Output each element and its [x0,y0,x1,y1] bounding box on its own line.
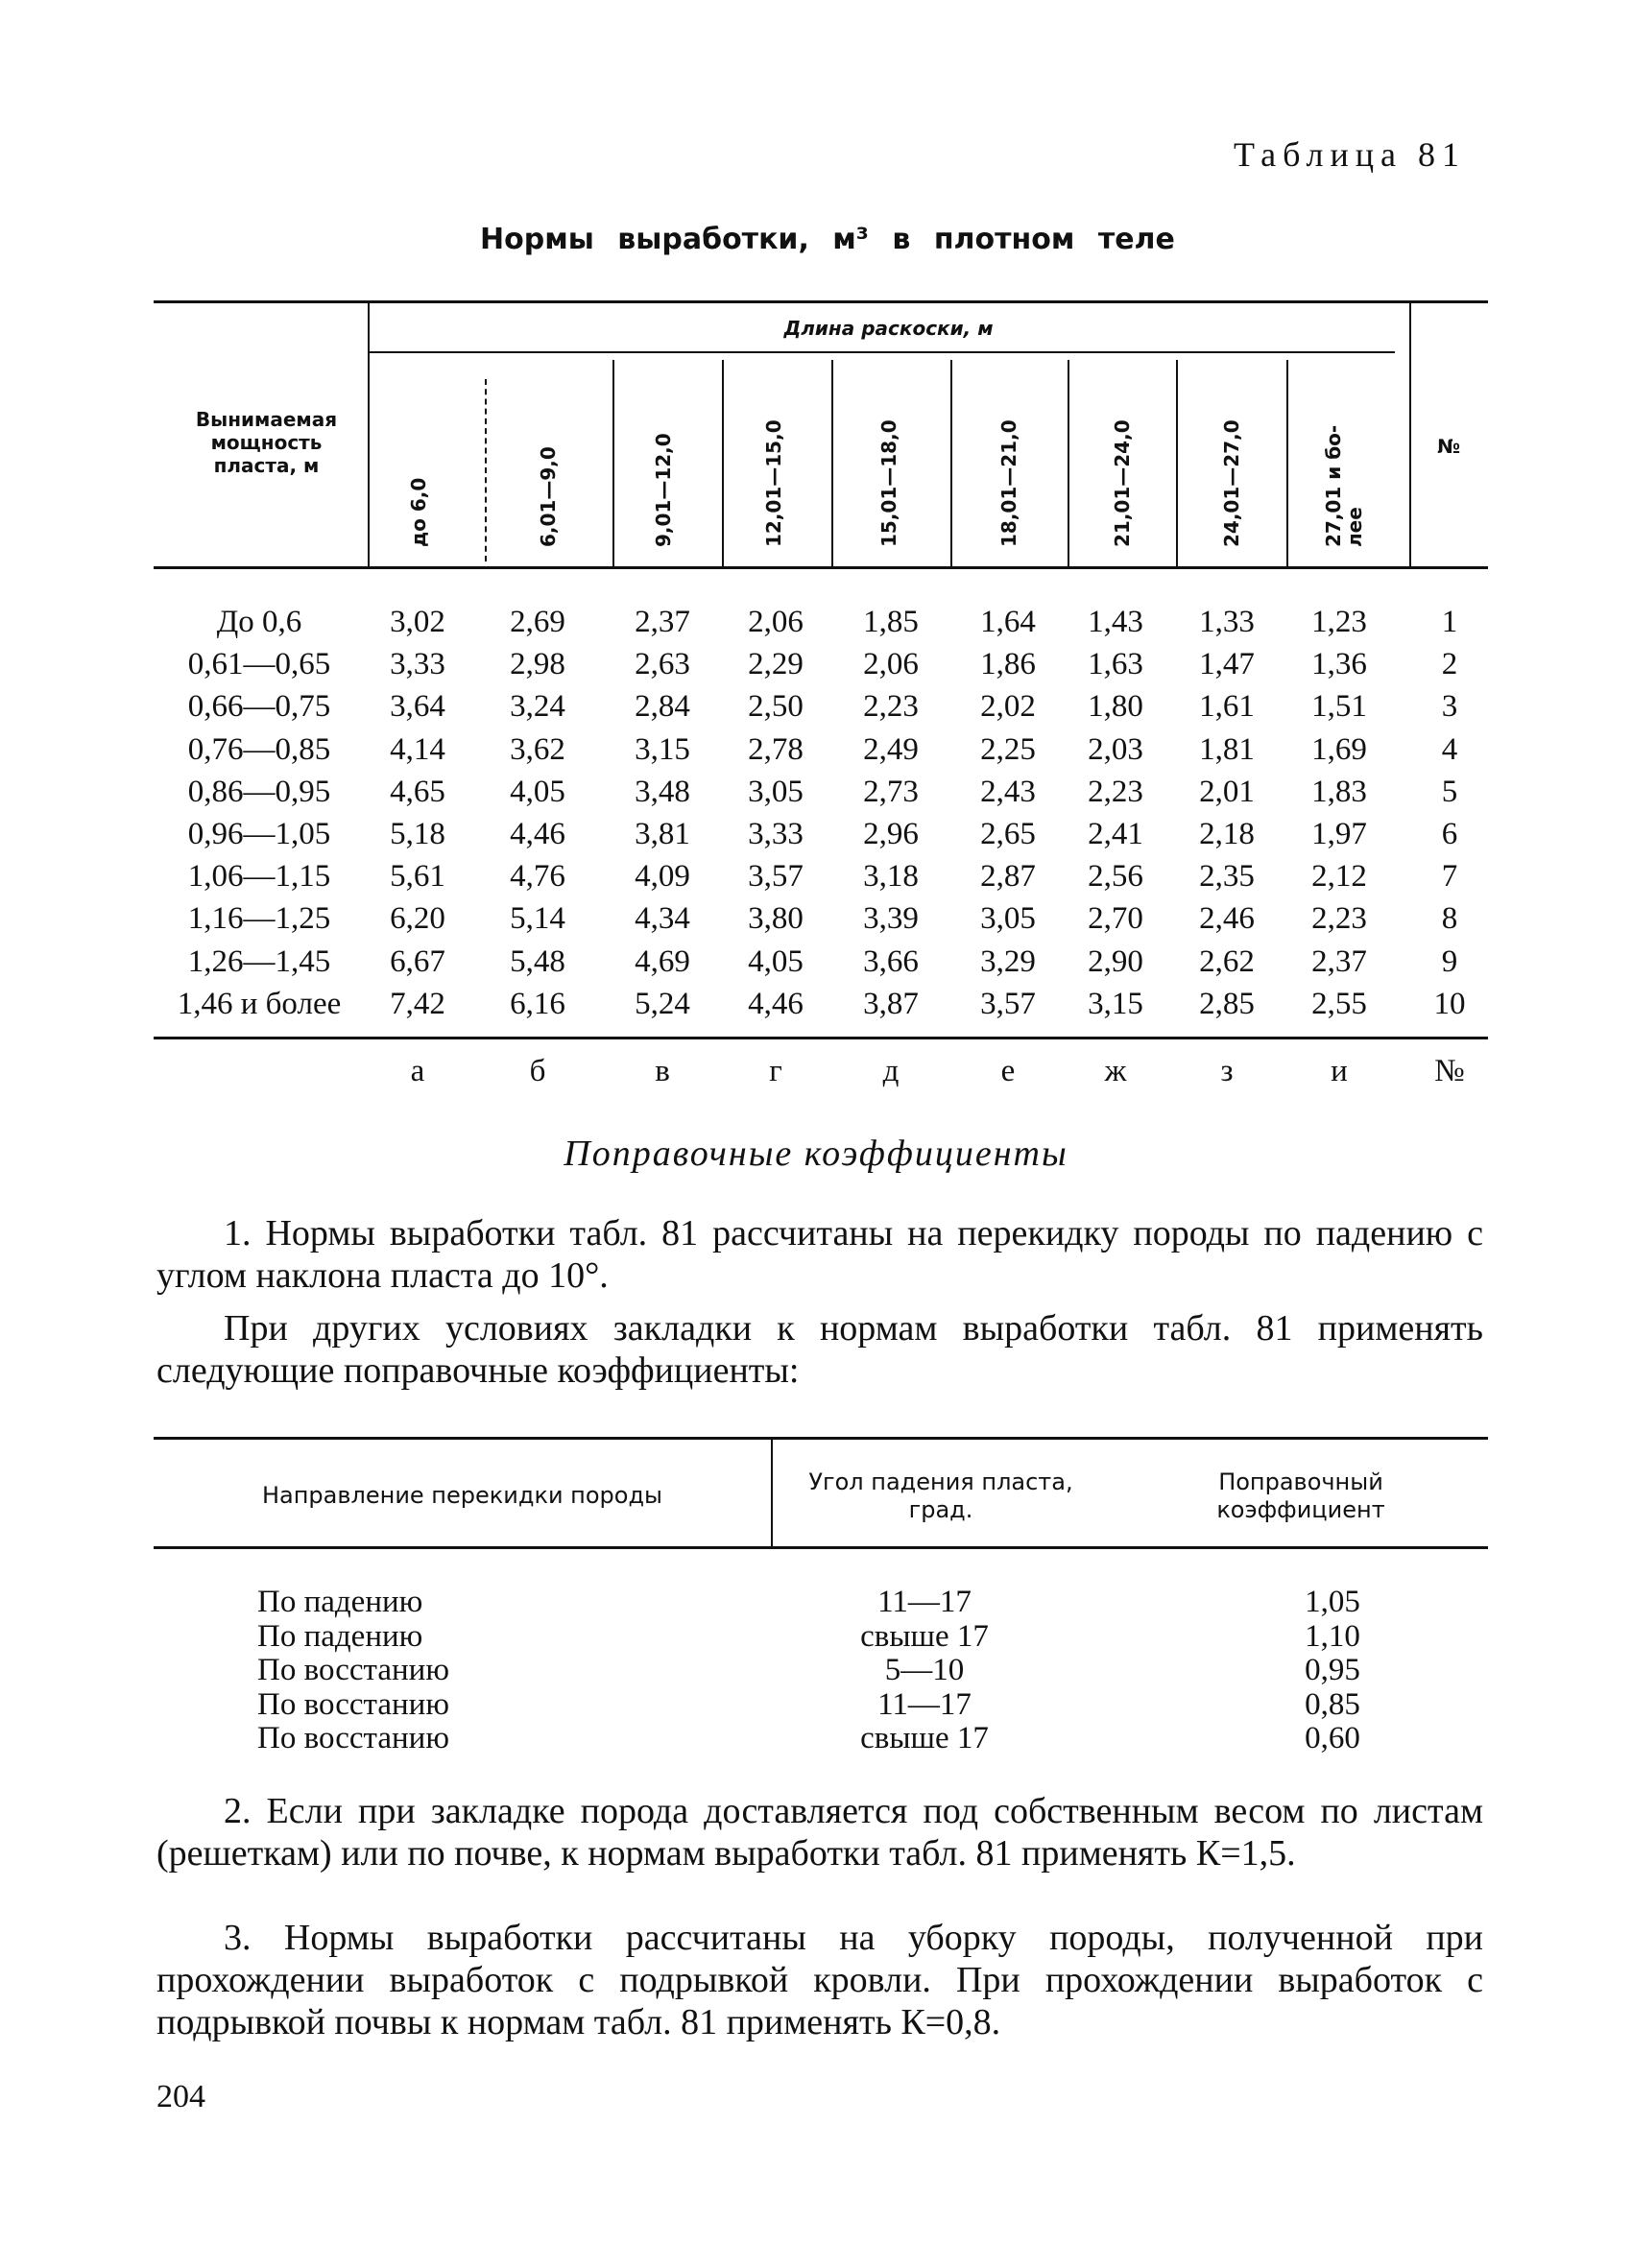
row-number: 2 [1441,647,1458,682]
value-cell: 2,25 [980,731,1036,767]
direction-cell: По восстанию [257,1653,449,1687]
value-cell: 4,09 [635,859,690,895]
value-cell: 2,23 [1088,774,1143,809]
value-cell: 7,42 [390,986,445,1021]
value-cell: 1,36 [1311,647,1367,682]
table-row [154,771,1488,813]
value-cell: 1,63 [1088,647,1143,682]
value-cell: 2,01 [1199,774,1255,809]
column-header: 15,01—18,0 [877,419,900,547]
section-title: Поправочные коэффициенты [564,1134,1068,1174]
value-cell: 1,51 [1311,689,1367,725]
value-cell: 1,80 [1088,689,1143,725]
value-cell: 4,65 [390,774,445,809]
row-label: 0,66—0,75 [187,689,331,725]
header-divider [485,379,487,561]
header-divider [612,360,614,567]
column-header: до 6,0 [407,477,430,547]
value-cell: 2,35 [1199,859,1255,895]
value-cell: 4,14 [390,731,445,767]
value-cell: 2,23 [863,689,919,725]
coef-row [154,1654,1488,1687]
row-label: 1,16—1,25 [187,901,331,937]
column-header: 6,01—9,0 [537,446,560,547]
value-cell: 1,86 [980,647,1036,682]
value-cell: 1,81 [1199,731,1255,767]
row-label: 1,26—1,45 [187,943,331,979]
coef-row [154,1620,1488,1654]
value-cell: 2,37 [1311,943,1367,979]
coefficient-cell: 0,95 [1305,1653,1360,1687]
value-cell: 4,69 [635,943,690,979]
angle-cell: свыше 17 [860,1618,989,1654]
value-cell: 6,67 [390,943,445,979]
row-number: 7 [1441,859,1458,895]
value-cell: 3,29 [980,943,1036,979]
table-row [154,685,1488,728]
value-cell: 4,46 [510,817,565,851]
value-cell: 2,98 [510,647,565,682]
value-cell: 5,14 [510,901,565,937]
column-letter: б [529,1054,546,1088]
row-label: До 0,6 [216,605,302,639]
value-cell: 2,96 [863,817,919,851]
coefficient-cell: 0,60 [1305,1721,1360,1755]
table-top-rule [154,300,1488,303]
value-cell: 5,48 [510,943,565,979]
value-cell: 3,02 [390,605,445,639]
value-cell: 1,33 [1199,605,1255,639]
angle-cell: свыше 17 [860,1721,989,1755]
value-cell: 2,29 [748,647,804,682]
paragraph-4: 3. Нормы выработки рассчитаны на уборку породы, полученной при прохождении выработок с подрывкой кровли. При прохождении выработок с подрывкой почвы к нормам табл. 81 применять К=0,8. [156,1918,1483,2042]
column-letter: д [882,1054,900,1088]
column-letters-row [154,1050,1488,1092]
table-row [154,728,1488,771]
value-cell: 2,41 [1088,817,1143,851]
value-cell: 2,84 [635,689,690,725]
value-cell: 3,81 [635,817,690,851]
row-number: 8 [1441,901,1458,937]
coefficient-cell: 0,85 [1305,1686,1360,1722]
value-cell: 5,18 [390,817,445,851]
column-header: 18,01—21,0 [997,419,1020,547]
group-header: Длина раскоски, м [783,317,994,340]
header-divider [368,302,370,567]
value-cell: 6,20 [390,901,445,937]
row-label: 0,76—0,85 [187,731,331,767]
value-cell: 1,97 [1311,817,1367,851]
paragraph-3: 2. Если при закладке порода доставляется под собственным весом по листам (решеткам) или по почве, к нормам выработки табл. 81 применять К=1,5. [156,1791,1483,1874]
row-number: 5 [1441,774,1458,809]
header-divider [950,360,952,567]
row-number: 6 [1441,817,1458,851]
value-cell: 1,47 [1199,647,1255,682]
value-cell: 2,23 [1311,901,1367,937]
table-row [154,855,1488,897]
value-cell: 1,43 [1088,605,1143,639]
value-cell: 2,69 [510,605,565,639]
value-cell: 1,61 [1199,689,1255,725]
value-cell: 2,62 [1199,943,1255,979]
coef-header: Направление перекидки породы [261,1482,663,1509]
row-number: 10 [1433,986,1466,1021]
angle-cell: 5—10 [884,1653,965,1687]
value-cell: 3,05 [748,774,804,809]
column-letter: г [769,1054,782,1088]
value-cell: 1,23 [1311,605,1367,639]
value-cell: 3,62 [510,731,565,767]
value-cell: 2,78 [748,731,804,767]
coef-top-rule [154,1437,1488,1440]
value-cell: 2,02 [980,689,1036,725]
column-letter: а [410,1054,425,1088]
letters-number-label: № [1434,1054,1465,1088]
value-cell: 1,64 [980,605,1036,639]
value-cell: 1,83 [1311,774,1367,809]
value-cell: 5,24 [635,986,690,1021]
value-cell: 2,49 [863,731,919,767]
value-cell: 2,55 [1311,986,1367,1021]
value-cell: 4,46 [748,986,804,1021]
angle-cell: 11—17 [877,1585,972,1619]
coef-header: Поправочный коэффициент [1216,1468,1385,1523]
paragraph-2: При других условиях закладки к нормам выработки табл. 81 применять следующие поправочные коэффициенты: [156,1308,1483,1391]
header-divider [831,360,833,567]
value-cell: 1,69 [1311,731,1367,767]
table-row [154,941,1488,983]
number-header: № [1436,435,1461,458]
header-divider [1068,360,1069,567]
value-cell: 2,85 [1199,986,1255,1021]
row-label: 0,61—0,65 [187,647,331,682]
value-cell: 3,57 [748,859,804,895]
table-row [154,601,1488,643]
row-number: 3 [1441,689,1458,725]
page-number: 204 [156,2079,205,2114]
angle-cell: 11—17 [877,1686,972,1722]
direction-cell: По восстанию [257,1721,449,1755]
header-divider [722,360,724,567]
coef-header: Угол падения пласта, град. [808,1468,1073,1523]
value-cell: 6,16 [510,986,565,1021]
value-cell: 3,64 [390,689,445,725]
value-cell: 2,43 [980,774,1036,809]
value-cell: 2,37 [635,605,690,639]
column-header: 12,01—15,0 [762,419,785,547]
coef-row [154,1586,1488,1619]
column-header: 9,01—12,0 [652,433,675,547]
value-cell: 4,34 [635,901,690,937]
table-row [154,643,1488,685]
row-number: 1 [1441,605,1458,639]
value-cell: 2,06 [863,647,919,682]
value-cell: 2,50 [748,689,804,725]
value-cell: 3,57 [980,986,1036,1021]
coef-row [154,1688,1488,1722]
value-cell: 3,24 [510,689,565,725]
body-bottom-rule [154,1037,1488,1039]
value-cell: 3,15 [635,731,690,767]
value-cell: 3,05 [980,901,1036,937]
column-header: 27,01 и бо- лее [1322,424,1366,547]
value-cell: 3,48 [635,774,690,809]
coef-divider [771,1440,773,1546]
row-label: 1,06—1,15 [187,859,331,895]
coef-header-rule [154,1546,1488,1549]
header-divider [1176,360,1178,567]
value-cell: 2,46 [1199,901,1255,937]
value-cell: 3,33 [748,817,804,851]
value-cell: 2,90 [1088,943,1143,979]
coefficient-cell: 1,05 [1305,1585,1360,1619]
value-cell: 2,18 [1199,817,1255,851]
column-letter: е [1000,1054,1016,1088]
column-header: 24,01—27,0 [1220,419,1243,547]
value-cell: 4,05 [510,774,565,809]
direction-cell: По восстанию [257,1686,449,1722]
table-title: Нормы выработки, м³ в плотном теле [480,223,1175,256]
table-row [154,983,1488,1025]
group-header-rule [368,351,1395,353]
value-cell: 3,80 [748,901,804,937]
value-cell: 2,12 [1311,859,1367,895]
column-header: 21,01—24,0 [1111,419,1134,547]
value-cell: 5,61 [390,859,445,895]
value-cell: 2,63 [635,647,690,682]
value-cell: 1,85 [863,605,919,639]
value-cell: 3,33 [390,647,445,682]
direction-cell: По падению [257,1618,423,1654]
header-divider [1286,360,1288,567]
value-cell: 2,56 [1088,859,1143,895]
row-header: Вынимаемая мощность пласта, м [195,408,338,477]
table-label: Таблица 81 [1234,135,1466,174]
value-cell: 4,76 [510,859,565,895]
column-letter: ж [1104,1054,1127,1088]
value-cell: 2,70 [1088,901,1143,937]
paragraph-1: 1. Нормы выработки табл. 81 рассчитаны на перекидку породы по падению с углом наклона пласта до 10°. [156,1213,1483,1296]
value-cell: 2,06 [748,605,804,639]
value-cell: 3,66 [863,943,919,979]
value-cell: 3,18 [863,859,919,895]
column-letter: и [1331,1054,1348,1088]
value-cell: 3,15 [1088,986,1143,1021]
row-label: 0,96—1,05 [187,817,331,851]
table-row [154,897,1488,940]
value-cell: 2,87 [980,859,1036,895]
direction-cell: По падению [257,1585,423,1619]
value-cell: 2,03 [1088,731,1143,767]
row-label: 0,86—0,95 [187,774,331,809]
value-cell: 2,65 [980,817,1036,851]
value-cell: 4,05 [748,943,804,979]
row-number: 4 [1441,731,1458,767]
column-letter: з [1220,1054,1234,1088]
value-cell: 2,73 [863,774,919,809]
row-number: 9 [1441,943,1458,979]
value-cell: 3,87 [863,986,919,1021]
column-letter: в [655,1054,670,1088]
table-row [154,813,1488,855]
coefficient-cell: 1,10 [1305,1618,1360,1654]
row-label: 1,46 и более [177,986,342,1021]
coef-row [154,1722,1488,1755]
value-cell: 3,39 [863,901,919,937]
